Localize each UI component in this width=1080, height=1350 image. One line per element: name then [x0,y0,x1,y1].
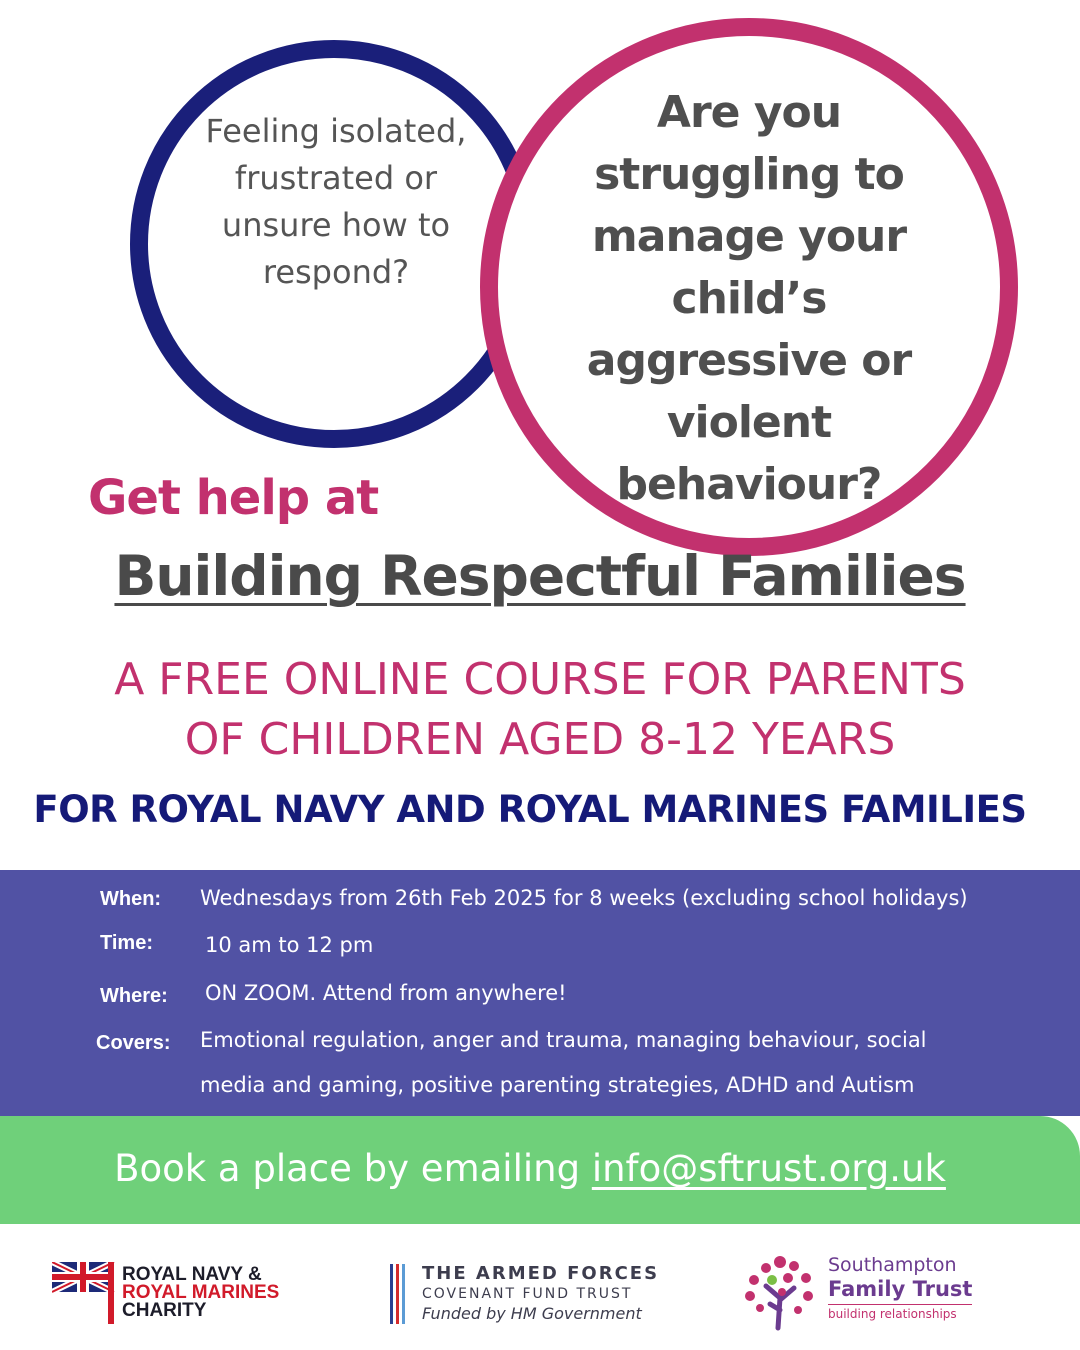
sft-line-3: building relationships [828,1304,972,1323]
booking-email-link[interactable]: info@sftrust.org.uk [591,1147,946,1190]
when-label: When: [100,888,162,910]
course-details-panel [0,870,1080,1116]
afcft-line-3: Funded by HM Government [422,1304,642,1323]
covers-line-1: Emotional regulation, anger and trauma, managing behaviour, social [200,1028,927,1052]
audience-heading: FOR ROYAL NAVY AND ROYAL MARINES FAMILIES [33,788,1027,831]
union-flag-icon [52,1262,118,1328]
programme-title: Building Respectful Families [114,544,966,608]
behaviour-question: Are you struggling to manage your child’s aggressive or violent behaviour? [586,87,912,510]
sft-logo [742,1252,992,1332]
rnrm-charity-logo [52,1262,332,1328]
covers-value [200,1018,927,1108]
time-label: Time: [100,932,153,954]
sft-line-1: Southampton [828,1254,957,1276]
free-course-line-1: A FREE ONLINE COURSE FOR PARENTS [114,654,966,705]
covers-line-2: media and gaming, positive parenting strategies, ADHD and Autism [200,1073,915,1097]
get-help-heading: Get help at [88,470,379,526]
rnrm-line-1: ROYAL NAVY & [122,1264,262,1285]
where-label: Where: [100,985,168,1007]
isolation-question: Feeling isolated, frustrated or unsure how to respond? [205,112,467,291]
tricolour-stripes-icon [388,1262,412,1326]
afcft-logo-text [422,1264,659,1324]
sft-logo-text [828,1254,972,1323]
time-value: 10 am to 12 pm [205,933,374,957]
free-course-line-2: OF CHILDREN AGED 8-12 YEARS [184,714,896,765]
when-value: Wednesdays from 26th Feb 2025 for 8 weeks (excluding school holidays) [200,886,968,910]
covers-label: Covers: [96,1032,171,1054]
afcft-line-2: COVENANT FUND TRUST [422,1286,633,1302]
family-tree-icon [742,1252,822,1332]
rnrm-logo-text [122,1266,279,1320]
rnrm-line-3: CHARITY [122,1300,207,1321]
free-course-heading [0,650,1080,770]
rnrm-line-2: ROYAL MARINES [122,1282,280,1303]
booking-prefix: Book a place by emailing [114,1147,592,1190]
sft-line-2: Family Trust [828,1277,973,1301]
booking-text [0,1147,1060,1190]
afcft-line-1: THE ARMED FORCES [422,1263,660,1284]
where-value: ON ZOOM. Attend from anywhere! [205,981,567,1005]
afcft-logo [388,1262,678,1328]
